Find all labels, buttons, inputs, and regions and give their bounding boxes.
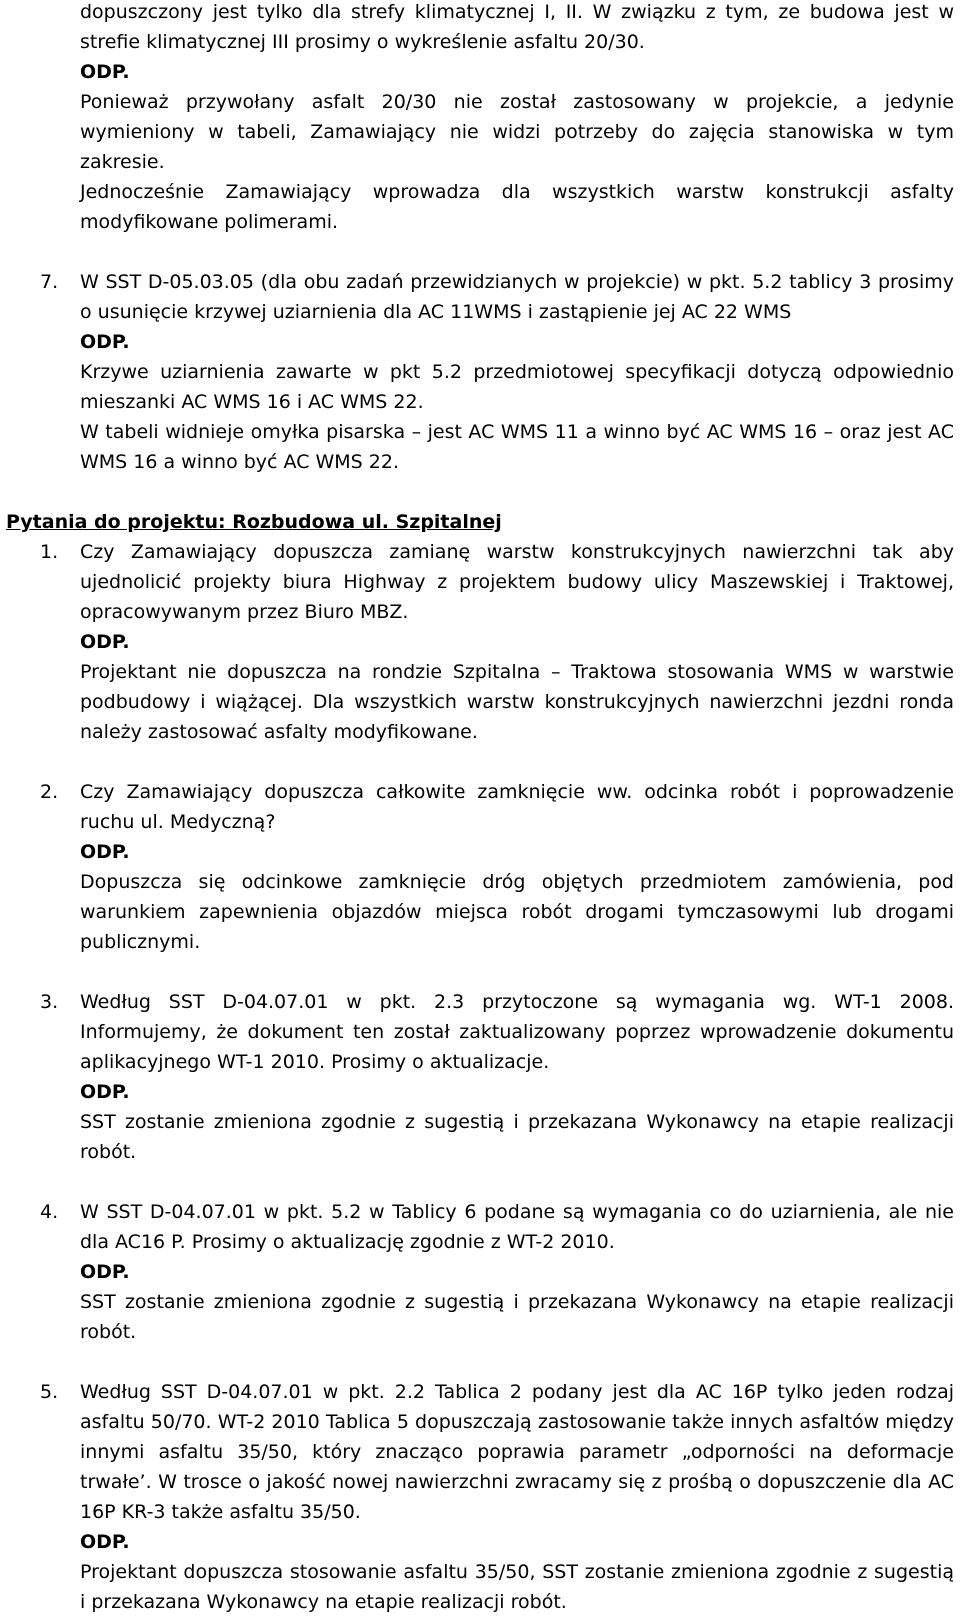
list-item [40, 1197, 954, 1347]
question-7 [40, 267, 954, 477]
spacer [0, 747, 960, 777]
item-odp-label: ODP. [80, 631, 130, 653]
question-7-text: W SST D-05.03.05 (dla obu zadań przewidzianych w projekcie) w pkt. 5.2 tablicy 3 prosimy o usunięcie krzywej uziarnienia dla AC 11WMS i zastąpienie jej AC 22 WMS [80, 271, 954, 323]
item-number: 2. [40, 781, 59, 803]
item-question: W SST D-04.07.01 w pkt. 5.2 w Tablicy 6 podane są wymagania co do uziarnienia, ale nie dla AC16 P. Prosimy o aktualizację zgodnie z WT-2 2010. [80, 1201, 954, 1253]
item-odp-label: ODP. [80, 841, 130, 863]
list-item [40, 1377, 954, 1617]
section-heading: Pytania do projektu: Rozbudowa ul. Szpitalnej [6, 511, 502, 533]
intro-answer-1: Ponieważ przywołany asfalt 20/30 nie został zastosowany w projekcie, a jedynie wymieniony w tabeli, Zamawiający nie widzi potrzeby do zajęcia stanowiska w tym zakresie. [80, 91, 954, 173]
spacer [0, 237, 960, 267]
spacer [0, 1167, 960, 1197]
intro-question-tail: dopuszczony jest tylko dla strefy klimatycznej I, II. W związku z tym, ze budowa jest w strefie klimatycznej III prosimy o wykreślenie asfaltu 20/30. [80, 1, 954, 53]
item-question: Czy Zamawiający dopuszcza całkowite zamknięcie ww. odcinka robót i poprowadzenie ruchu ul. Medyczną? [80, 781, 954, 833]
item-number: 3. [40, 991, 59, 1013]
question-7-answer-1: Krzywe uziarnienia zawarte w pkt 5.2 przedmiotowej specyfikacji dotyczą odpowiednio mieszanki AC WMS 16 i AC WMS 22. [80, 361, 954, 413]
item-question: Według SST D-04.07.01 w pkt. 2.3 przytoczone są wymagania wg. WT-1 2008. Informujemy, że dokument ten został zaktualizowany poprzez wprowadzenie dokumentu aplikacyjnego WT-1 2010. Prosimy o aktualizacje. [80, 991, 954, 1073]
item-answer: SST zostanie zmieniona zgodnie z sugestią i przekazana Wykonawcy na etapie realizacji robót. [80, 1111, 954, 1163]
item-question: Czy Zamawiający dopuszcza zamianę warstw konstrukcyjnych nawierzchni tak aby ujednolicić projekty biura Highway z projektem budowy ulicy Maszewskiej i Traktowej, opracowywanym przez Biuro MBZ. [80, 541, 954, 623]
item-number: 4. [40, 1201, 59, 1223]
intro-answer-2: Jednocześnie Zamawiający wprowadza dla wszystkich warstw konstrukcji asfalty modyfikowane polimerami. [80, 181, 954, 233]
item-odp-label: ODP. [80, 1261, 130, 1283]
spacer [0, 1347, 960, 1377]
item-odp-label: ODP. [80, 1531, 130, 1553]
question-7-number: 7. [40, 271, 59, 293]
spacer [0, 957, 960, 987]
list-item [40, 987, 954, 1167]
question-7-odp-label: ODP. [80, 331, 130, 353]
list-item [40, 537, 954, 747]
item-number: 1. [40, 541, 59, 563]
list-item [40, 777, 954, 957]
spacer [0, 477, 960, 507]
item-answer: Projektant dopuszcza stosowanie asfaltu 35/50, SST zostanie zmieniona zgodnie z sugestią i przekazana Wykonawcy na etapie realizacji robót. [80, 1561, 954, 1613]
item-number: 5. [40, 1381, 59, 1403]
item-answer: SST zostanie zmieniona zgodnie z sugestią i przekazana Wykonawcy na etapie realizacji robót. [80, 1291, 954, 1343]
item-answer: Dopuszcza się odcinkowe zamknięcie dróg objętych przedmiotem zamówienia, pod warunkiem zapewnienia objazdów miejsca robót drogami tymczasowymi lub drogami publicznymi. [80, 871, 954, 953]
item-odp-label: ODP. [80, 1081, 130, 1103]
question-7-answer-2: W tabeli widnieje omyłka pisarska – jest AC WMS 11 a winno być AC WMS 16 – oraz jest AC WMS 16 a winno być AC WMS 22. [80, 421, 954, 473]
item-question: Według SST D-04.07.01 w pkt. 2.2 Tablica 2 podany jest dla AC 16P tylko jeden rodzaj asfaltu 50/70. WT-2 2010 Tablica 5 dopuszczają zastosowanie także innych asfaltów między innymi asfaltu 35/50, który znacząco poprawia parametr „odporności na deformacje trwałe’. W trosce o jakość nowej nawierzchni zwracamy się z prośbą o dopuszczenie dla AC 16P KR-3 także asfaltu 35/50. [80, 1381, 954, 1523]
intro-odp-label: ODP. [80, 61, 130, 83]
item-answer: Projektant nie dopuszcza na rondzie Szpitalna – Traktowa stosowania WMS w warstwie podbudowy i wiążącej. Dla wszystkich warstw konstrukcyjnych nawierzchni jezdni ronda należy zastosować asfalty modyfikowane. [80, 661, 954, 743]
